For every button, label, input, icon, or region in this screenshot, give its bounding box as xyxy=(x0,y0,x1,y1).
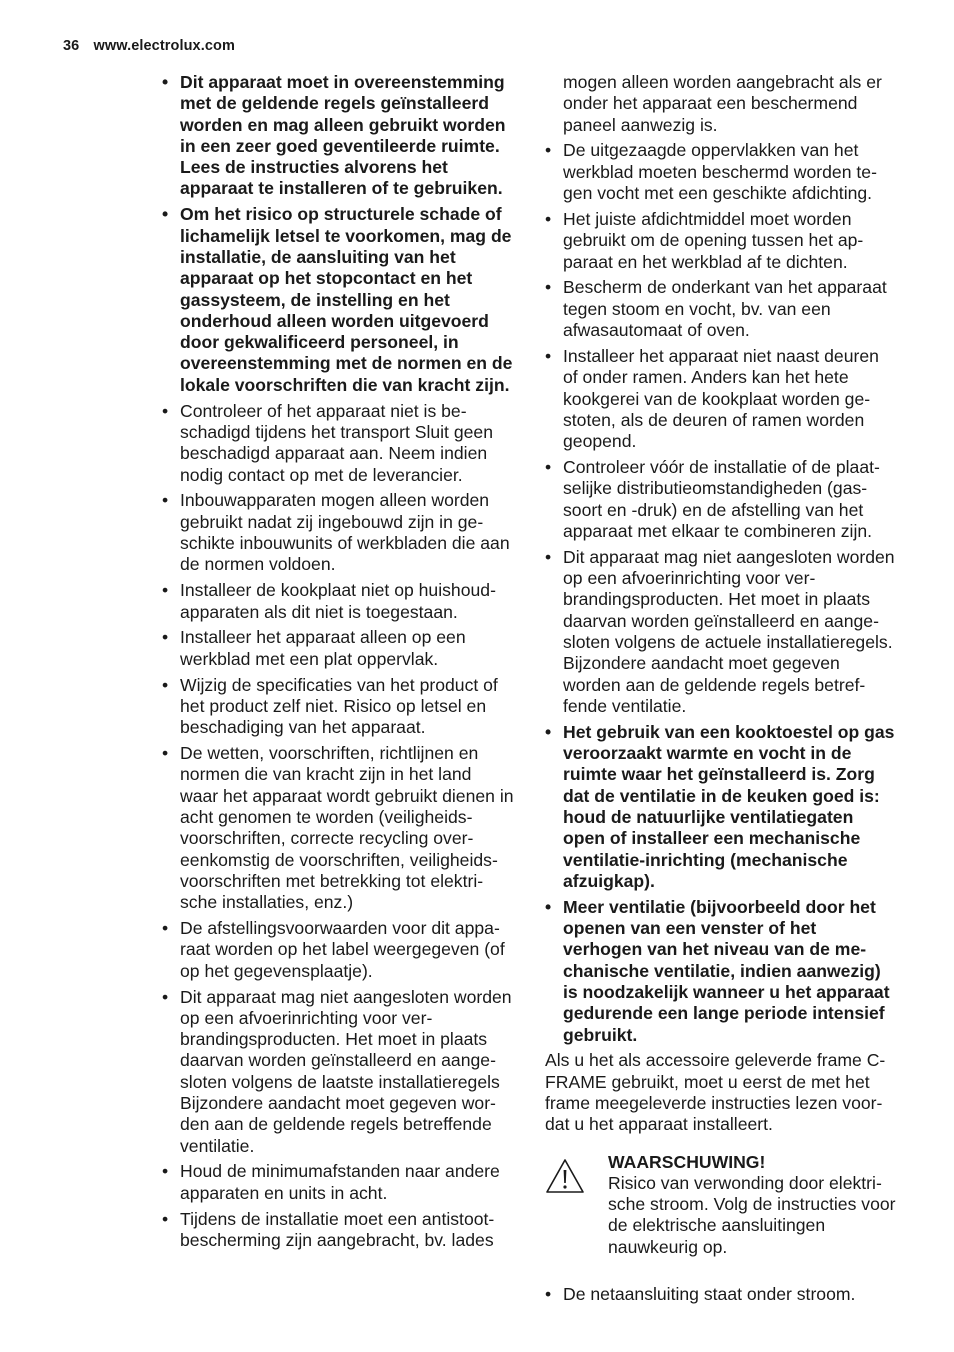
list-item: • Om het risico op structurele schade of lichamelijk letsel te voorkomen, mag de installatie, de aansluiting van het apparaat op het stopcontact en het gassysteem, de instelling en het onderhoud alleen worden uitgevoerd door gekwalificeerd personeel, in overeenstemming met de normen en de lokale voorschriften die van kracht zijn. xyxy=(162,204,514,396)
left-bullet-list xyxy=(162,72,514,1251)
right-bullet-list xyxy=(545,140,897,1045)
list-item: • De afstellingsvoorwaarden voor dit apparaat worden op het label weergegeven (of op het gegevensplaatje). xyxy=(162,918,514,982)
c-frame-paragraph: Als u het als accessoire geleverde frame C-FRAME gebruikt, moet u eerst de met het frame meegeleverde instructies lezen voordat u het apparaat installeert. xyxy=(545,1050,886,1135)
list-item: • Het gebruik van een kooktoestel op gas veroorzaakt warmte en vocht in de ruimte waar het geïnstalleerd is. Zorg dat de ventilatie in de keuken goed is: houd de natuurlijke ventilatiegaten open of installeer een mechanische ventilatie-inrichting (mechanische afzuigkap). xyxy=(545,722,897,892)
list-item: • Tijdens de installatie moet een antistootbescherming zijn aangebracht, bv. lades xyxy=(162,1209,514,1252)
list-item: • Installeer het apparaat niet naast deuren of onder ramen. Anders kan het hete kookgerei van de kookplaat worden gestoten, als de deuren of ramen worden geopend. xyxy=(545,346,897,452)
list-item: • Het juiste afdichtmiddel moet worden gebruikt om de opening tussen het apparaat en het werkblad af te dichten. xyxy=(545,209,897,273)
list-item: • De netaansluiting staat onder stroom. xyxy=(545,1284,897,1305)
list-item: • Meer ventilatie (bijvoorbeeld door het openen van een venster of het verhogen van het niveau van de mechanische ventilatie, indien aanwezig) is noodzakelijk wanneer u het apparaat gedurende een lange periode intensief gebruikt. xyxy=(545,897,897,1046)
warning-title: WAARSCHUWING! xyxy=(608,1151,766,1172)
list-item: • De uitgezaagde oppervlakken van het werkblad moeten beschermd worden tegen vocht met een geschikte afdichting. xyxy=(545,140,897,204)
list-item: • Houd de minimumafstanden naar andere apparaten en units in acht. xyxy=(162,1161,514,1204)
left-column xyxy=(162,72,514,1256)
list-item: • Dit apparaat mag niet aangesloten worden op een afvoerinrichting voor verbrandingsproducten. Het moet in plaats daarvan worden geïnstalleerd en aangesloten volgens de actuele installatieregels. Bijzondere aandacht moet gegeven worden aan de geldende regels betreffende ventilatie. xyxy=(545,547,897,717)
list-item: • Installeer het apparaat alleen op een werkblad met een plat oppervlak. xyxy=(162,627,514,670)
list-item: • Controleer vóór de installatie of de plaatselijke distributieomstandigheden (gassoort en -druk) en de afstelling van het apparaat met elkaar te combineren zijn. xyxy=(545,457,897,542)
list-item: • Inbouwapparaten mogen alleen worden gebruikt nadat zij ingebouwd zijn in geschikte inbouwunits of werkbladen die aan de normen voldoen. xyxy=(162,490,514,575)
list-item: • De wetten, voorschriften, richtlijnen en normen die van kracht zijn in het land waar het apparaat wordt gebruikt dienen in acht genomen te worden (veiligheidsvoorschriften, correcte recycling overeenkomstig de voorschriften, veiligheidsvoorschriften met betrekking tot elektrische installaties, enz.) xyxy=(162,743,514,913)
list-item: • Bescherm de onderkant van het apparaat tegen stoom en vocht, bv. van een afwasautomaat of oven. xyxy=(545,277,897,341)
page-number: 36 xyxy=(63,38,80,54)
warning-text: Risico van verwonding door elektrische stroom. Volg de instructies voor de elektrische aansluitingen nauwkeurig op. xyxy=(608,1172,896,1257)
website-url: www.electrolux.com xyxy=(93,38,235,54)
page-header xyxy=(63,38,235,54)
list-item: • Wijzig de specificaties van het product of het product zelf niet. Risico op letsel en beschadiging van het apparaat. xyxy=(162,675,514,739)
final-bullet-list xyxy=(545,1284,897,1305)
list-item: • Dit apparaat mag niet aangesloten worden op een afvoerinrichting voor verbrandingsproducten. Het moet in plaats daarvan worden geïnstalleerd en aangesloten volgens de laatste installatieregels Bijzondere aandacht moet gegeven worden aan de geldende regels betreffende ventilatie. xyxy=(162,987,514,1157)
warning-box xyxy=(545,1152,897,1258)
list-item: • Installeer de kookplaat niet op huishoudapparaten als dit niet is toegestaan. xyxy=(162,580,514,623)
list-item: • Controleer of het apparaat niet is beschadigd tijdens het transport Sluit geen beschadigd apparaat aan. Neem indien nodig contact op met de leverancier. xyxy=(162,401,514,486)
warning-triangle-icon xyxy=(545,1158,585,1194)
right-column xyxy=(545,72,897,1310)
continued-list-text: mogen alleen worden aangebracht als er onder het apparaat een beschermend paneel aanwezig is. xyxy=(563,72,882,135)
list-item: • Dit apparaat moet in overeenstemming met de geldende regels geïnstalleerd worden en mag alleen gebruikt worden in een zeer goed geventileerde ruimte. Lees de instructies alvorens het apparaat te installeren of te gebruiken. xyxy=(162,72,514,200)
